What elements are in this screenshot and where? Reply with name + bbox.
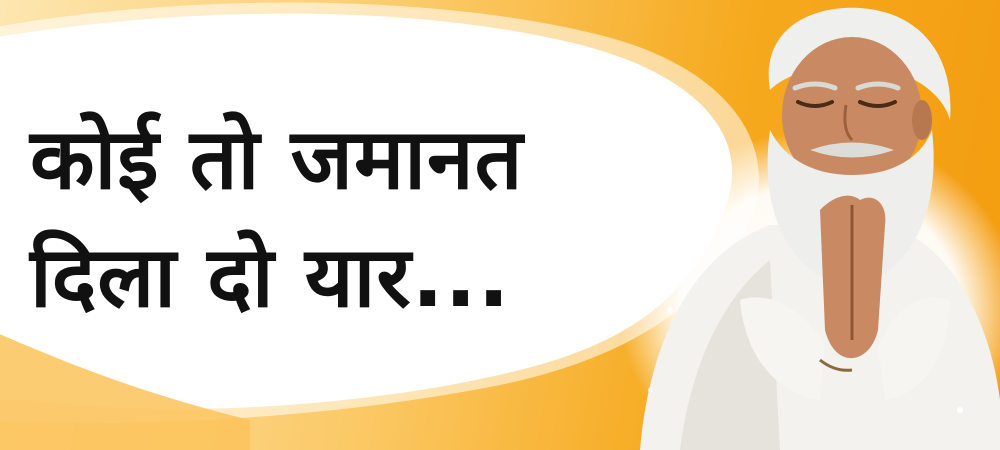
headline xyxy=(30,100,670,336)
headline-line-2: दिला दो यार... xyxy=(30,228,511,326)
ear xyxy=(912,100,932,140)
sparkle xyxy=(648,388,652,392)
headline-line-1: कोई तो जमानत xyxy=(30,110,524,208)
person-illustration xyxy=(620,0,1000,450)
sparkle xyxy=(667,307,673,313)
sparkle xyxy=(957,407,963,413)
